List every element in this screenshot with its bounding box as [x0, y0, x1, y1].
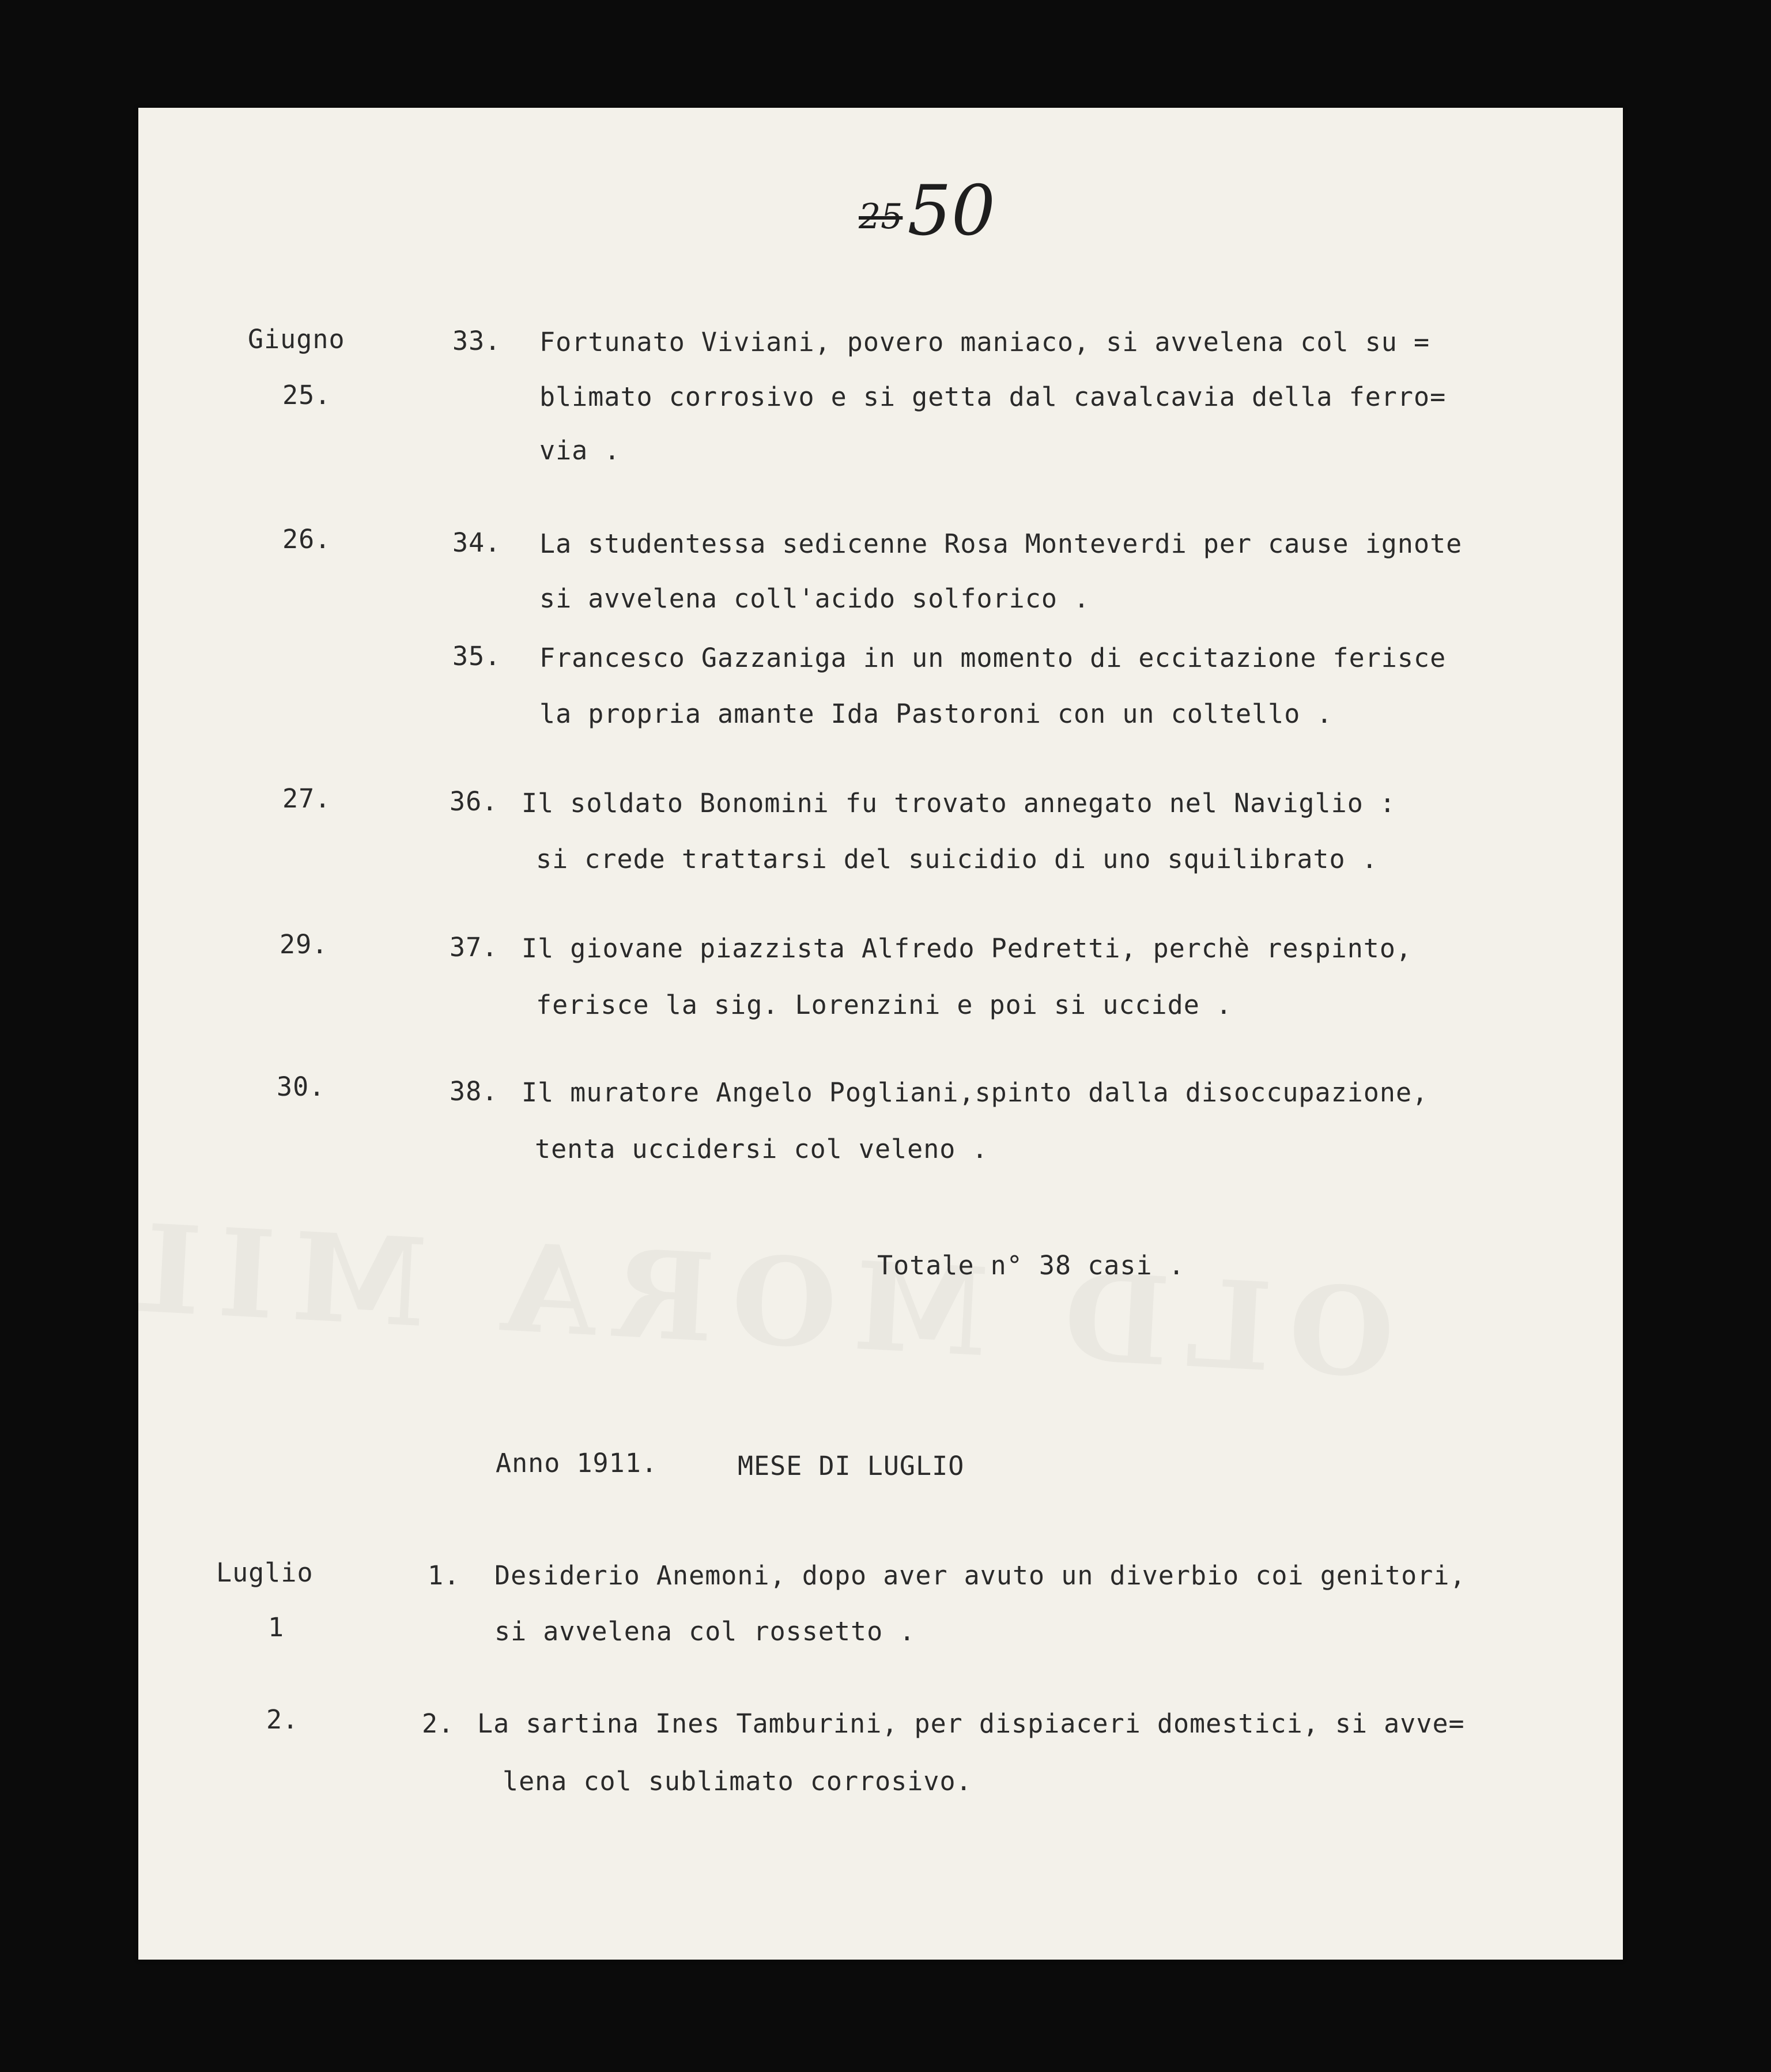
entry-number: 2.: [422, 1708, 455, 1739]
entry-text-line: La sartina Ines Tamburini, per dispiaceri domestici, si avve=: [477, 1708, 1465, 1739]
entry-date: 25.: [282, 380, 331, 410]
year-heading: Anno 1911.: [496, 1448, 658, 1478]
total-cases: Totale n° 38 casi .: [877, 1250, 1185, 1281]
folio-number: [859, 171, 995, 251]
entry-number: 36.: [450, 786, 499, 817]
entry-number: 35.: [452, 641, 501, 671]
entry-date: 2.: [266, 1704, 299, 1735]
watermark: [412, 1212, 1398, 1406]
document-page: [138, 108, 1623, 1960]
entry-text-line: si avvelena col rossetto .: [494, 1616, 916, 1647]
entry-text-line: Fortunato Viviani, povero maniaco, si avvelena col su =: [539, 327, 1430, 357]
entry-number: 34.: [452, 527, 501, 558]
entry-date: 26.: [282, 524, 331, 554]
entry-text-line: lena col sublimato corrosivo.: [503, 1766, 972, 1797]
entry-date: Giugno: [248, 324, 345, 354]
entry-date: 29.: [280, 929, 328, 960]
entry-text-line: si avvelena coll'acido solforico .: [539, 583, 1090, 614]
entry-number: 1.: [428, 1560, 460, 1591]
entry-text-line: Il giovane piazzista Alfredo Pedretti, perchè respinto,: [522, 933, 1413, 964]
entry-text-line: Il muratore Angelo Pogliani,spinto dalla disoccupazione,: [522, 1077, 1429, 1108]
entry-text-line: La studentessa sedicenne Rosa Monteverdi per cause ignote: [539, 529, 1463, 559]
entry-number: 38.: [450, 1076, 499, 1107]
entry-text-line: Il soldato Bonomini fu trovato annegato nel Naviglio :: [522, 788, 1396, 818]
entry-text-line: la propria amante Ida Pastoroni con un coltello .: [539, 699, 1333, 729]
entry-text-line: via .: [539, 435, 621, 466]
entry-text-line: ferisce la sig. Lorenzini e poi si uccide .: [536, 990, 1232, 1020]
entry-number: 37.: [450, 932, 499, 963]
entry-date: Luglio: [216, 1557, 314, 1588]
entry-text-line: Desiderio Anemoni, dopo aver avuto un diverbio coi genitori,: [494, 1560, 1466, 1591]
entry-date: 30.: [277, 1071, 326, 1102]
folio-struck-number: 25: [859, 196, 903, 237]
entry-text-line: tenta uccidersi col veleno .: [535, 1134, 988, 1164]
entry-text-line: blimato corrosivo e si getta dal cavalcavia della ferro=: [539, 382, 1447, 412]
entry-date: 1: [268, 1612, 285, 1643]
entry-number: 33.: [452, 326, 501, 356]
entry-text-line: si crede trattarsi del suicidio di uno squilibrato .: [536, 844, 1378, 874]
month-heading: MESE DI LUGLIO: [738, 1451, 965, 1481]
folio-current-number: 50: [907, 171, 996, 251]
entry-text-line: Francesco Gazzaniga in un momento di eccitazione ferisce: [539, 643, 1447, 673]
entry-date: 27.: [282, 783, 331, 814]
